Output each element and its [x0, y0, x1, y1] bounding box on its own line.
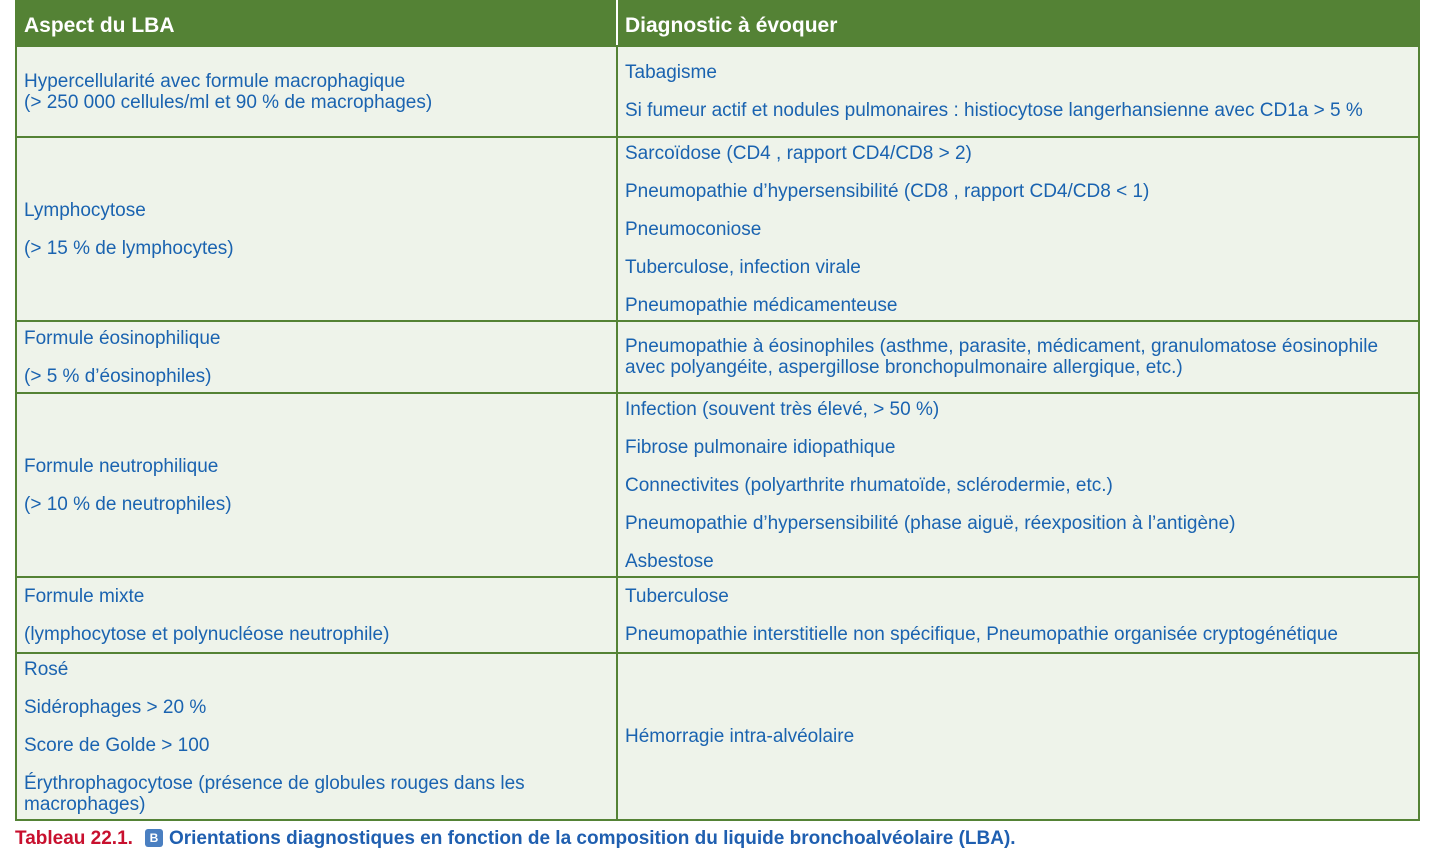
table-row: [16, 137, 1419, 321]
aspect-line: (> 5 % d’éosinophiles): [24, 365, 212, 387]
aspect-line: (lymphocytose et polynucléose neutrophile): [24, 623, 390, 645]
header-diagnostic: Diagnostic à évoquer: [617, 1, 1419, 46]
aspect-line: (> 10 % de neutrophiles): [24, 493, 232, 515]
diagnostic-line: Pneumopathie interstitielle non spécifique, Pneumopathie organisée cryptogénétique: [625, 623, 1338, 645]
diagnostic-line: Pneumopathie médicamenteuse: [625, 294, 898, 316]
diagnostic-cell: [617, 577, 1419, 653]
aspect-line: Rosé: [24, 658, 69, 680]
diagnostic-cell: [617, 321, 1419, 393]
aspect-cell: [16, 46, 617, 137]
aspect-line: Érythrophagocytose (présence de globules rouges dans les macrophages): [24, 772, 525, 815]
diagnostic-line: Pneumopathie d’hypersensibilité (phase aiguë, réexposition à l’antigène): [625, 512, 1236, 534]
aspect-line: (> 250 000 cellules/ml et 90 % de macrophages): [24, 91, 433, 113]
aspect-line: (> 15 % de lymphocytes): [24, 237, 234, 259]
diagnostic-cell: [617, 137, 1419, 321]
diagnostic-line: Hémorragie intra-alvéolaire: [625, 726, 855, 747]
aspect-line: Formule neutrophilique: [24, 455, 219, 477]
table-row: [16, 393, 1419, 577]
diagnostic-line: Tuberculose, infection virale: [625, 256, 861, 278]
aspect-line: Score de Golde > 100: [24, 734, 210, 756]
diagnostic-line: Si fumeur actif et nodules pulmonaires : histiocytose langerhansienne avec CD1a > 5 %: [625, 100, 1363, 121]
diagnostic-line: Sarcoïdose (CD4 , rapport CD4/CD8 > 2): [625, 142, 972, 164]
diagnostic-line: Tabagisme: [625, 62, 717, 83]
diagnostic-cell: [617, 653, 1419, 820]
level-badge-icon: B: [145, 829, 163, 847]
table-row: [16, 653, 1419, 820]
caption-number: Tableau 22.1.: [15, 828, 133, 849]
table-caption: [15, 828, 1016, 850]
diagnostic-line: Pneumopathie d’hypersensibilité (CD8 , rapport CD4/CD8 < 1): [625, 180, 1150, 202]
lba-table-wrapper: [15, 0, 1418, 821]
table-row: [16, 577, 1419, 653]
diagnostic-line: Infection (souvent très élevé, > 50 %): [625, 398, 940, 420]
diagnostic-line: Pneumoconiose: [625, 218, 762, 240]
caption-text: Orientations diagnostiques en fonction de la composition du liquide bronchoalvéolaire (LBA).: [168, 828, 1016, 849]
diagnostic-line: Connectivites (polyarthrite rhumatoïde, sclérodermie, etc.): [625, 474, 1113, 496]
table-row: [16, 321, 1419, 393]
header-aspect: Aspect du LBA: [16, 1, 617, 46]
aspect-line: Formule mixte: [24, 585, 145, 607]
aspect-cell: [16, 393, 617, 577]
aspect-cell: [16, 577, 617, 653]
diagnostic-line: Pneumopathie à éosinophiles (asthme, parasite, médicament, granulomatose éosinophile avec polyangéite, aspergillose bronchopulmonaire allergique, etc.): [625, 336, 1379, 378]
aspect-cell: [16, 653, 617, 820]
table-header-row: [16, 1, 1419, 46]
aspect-line: Hypercellularité avec formule macrophagique: [24, 70, 406, 92]
diagnostic-cell: [617, 46, 1419, 137]
diagnostic-line: Fibrose pulmonaire idiopathique: [625, 436, 896, 458]
aspect-cell: [16, 321, 617, 393]
diagnostic-line: Tuberculose: [625, 585, 729, 607]
diagnostic-line: Asbestose: [625, 550, 714, 572]
aspect-line: Formule éosinophilique: [24, 327, 221, 349]
aspect-line: Lymphocytose: [24, 199, 146, 221]
lba-table: [15, 0, 1420, 821]
table-row: [16, 46, 1419, 137]
aspect-line: Sidérophages > 20 %: [24, 696, 207, 718]
aspect-cell: [16, 137, 617, 321]
diagnostic-cell: [617, 393, 1419, 577]
